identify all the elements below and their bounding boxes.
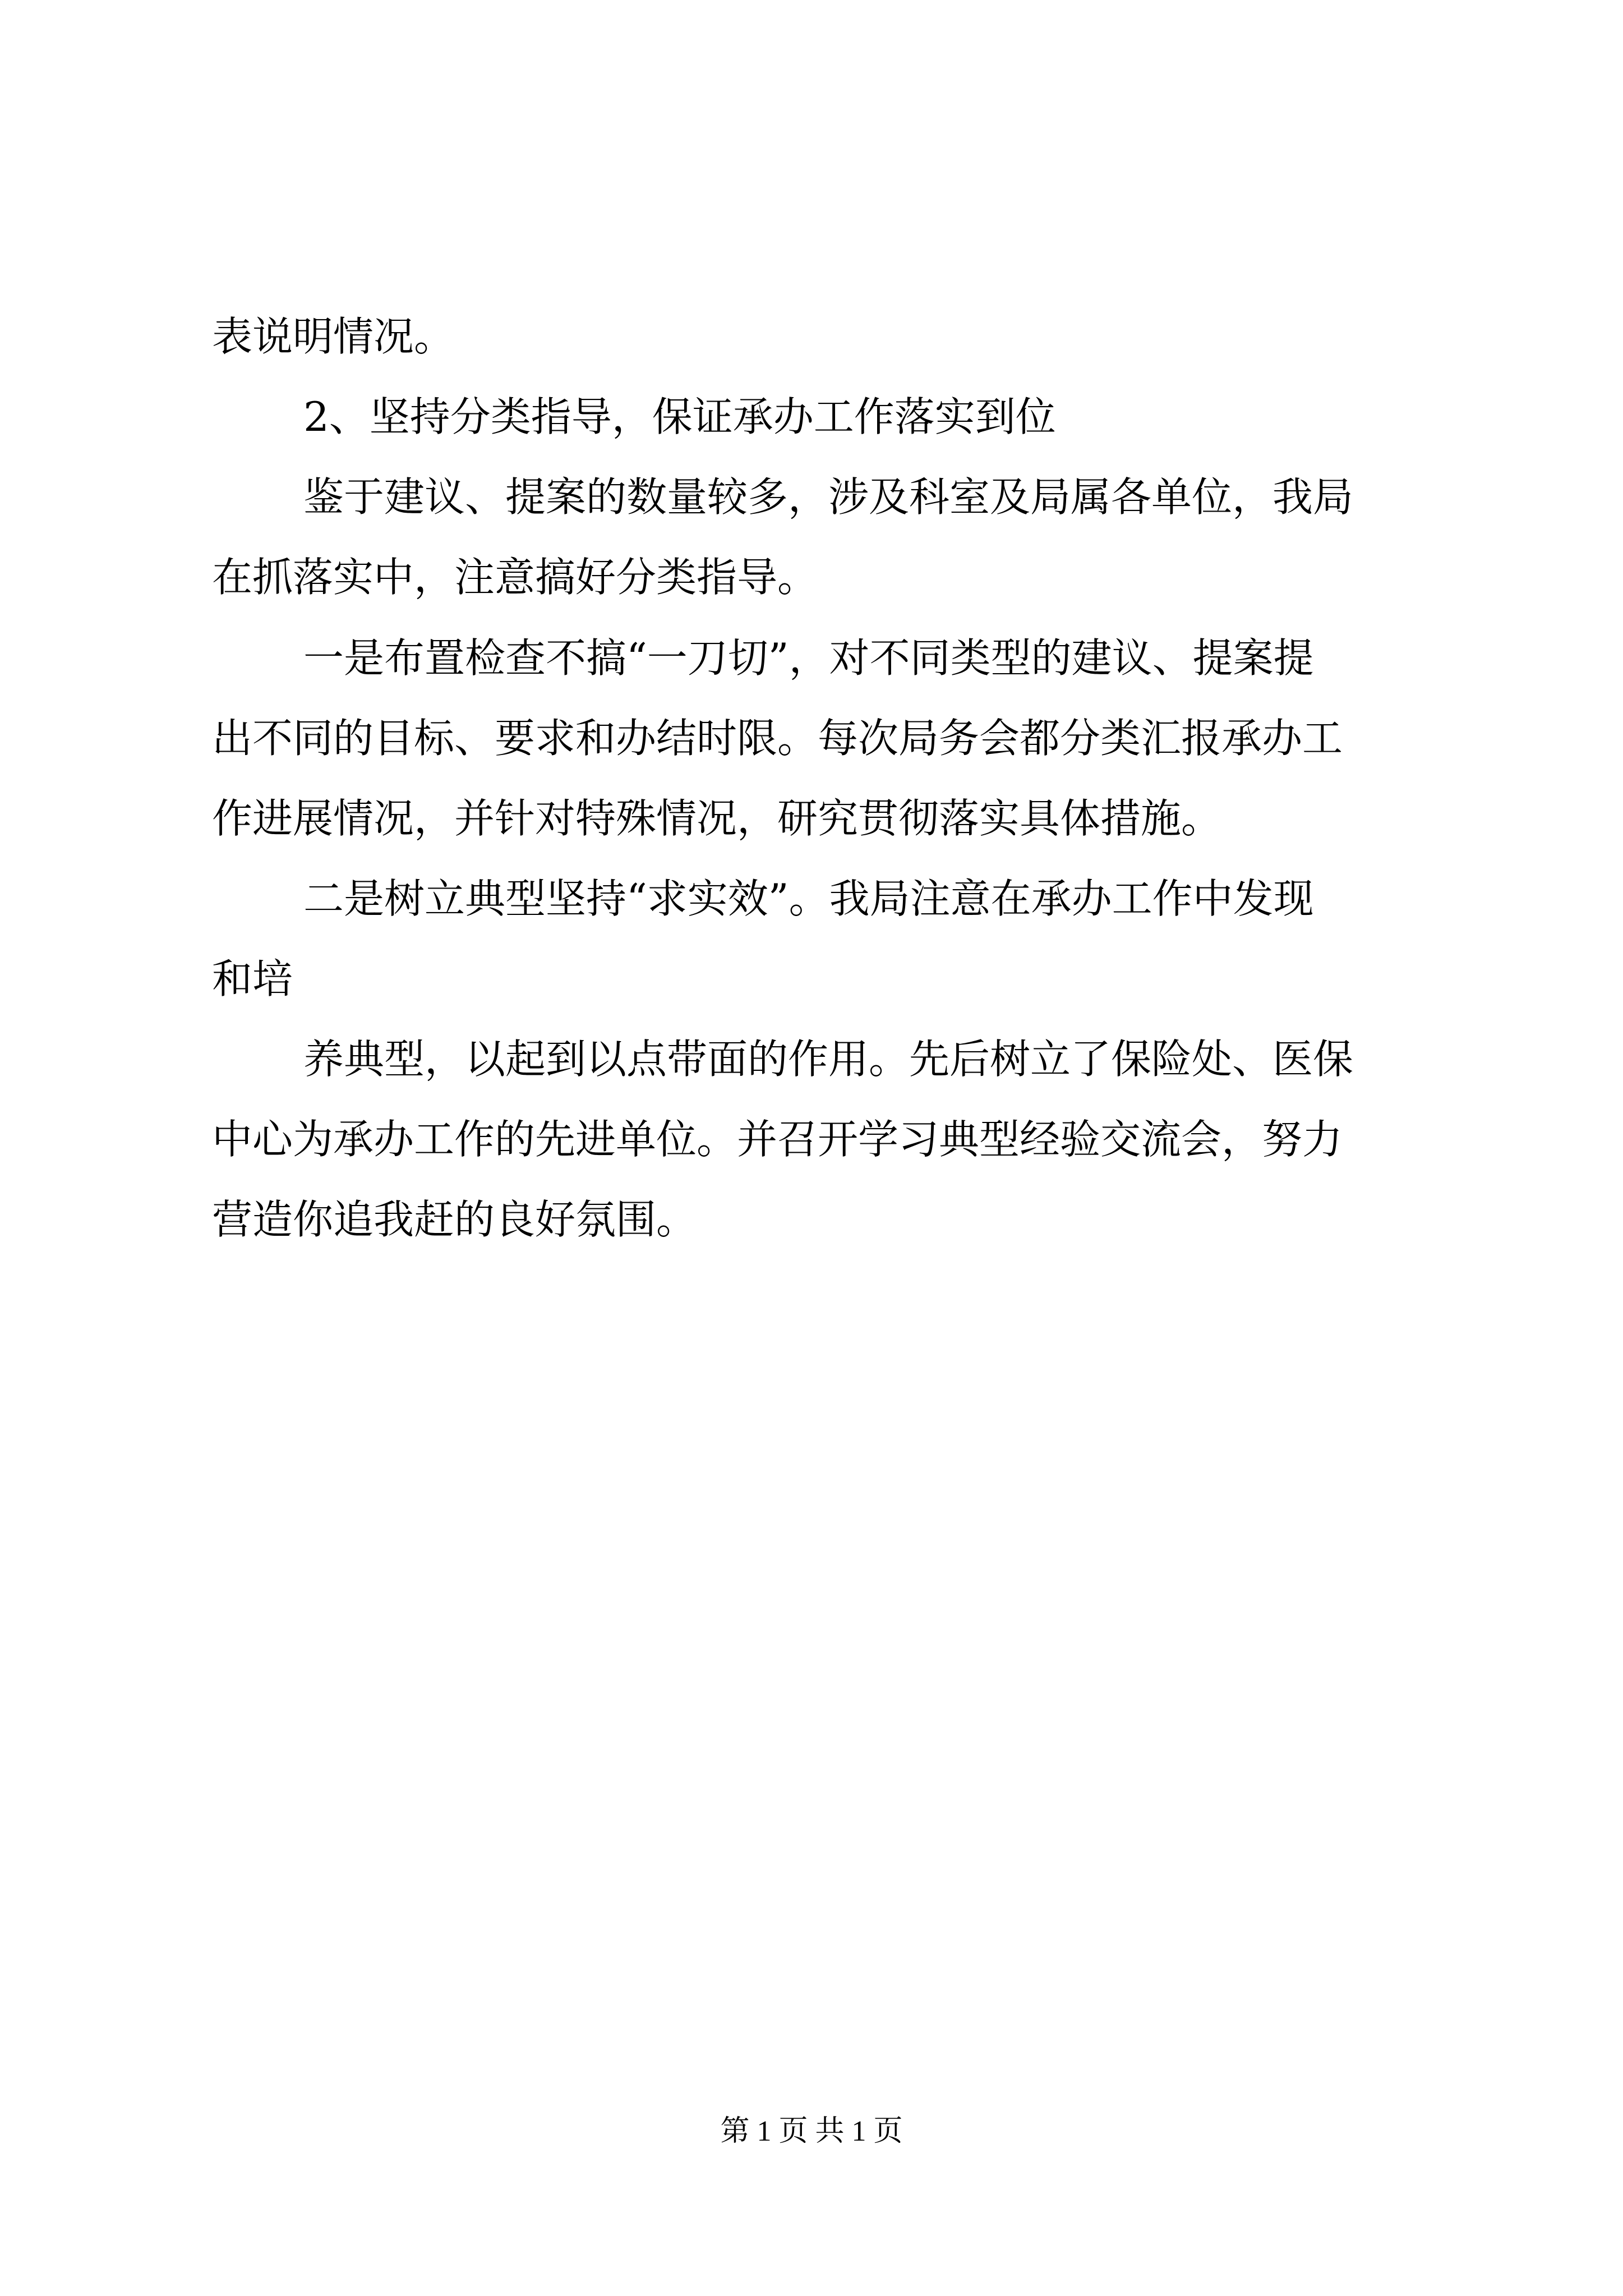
- page-footer: 第 1 页 共 1 页: [720, 2115, 903, 2147]
- text-line-3: 鉴于建议、提案的数量较多，涉及科室及局属各单位，我局: [303, 473, 1354, 521]
- text-line-10: 养典型，以起到以点带面的作用。先后树立了保险处、医保: [303, 1036, 1354, 1083]
- text-line-1: 表说明情况。: [212, 313, 455, 360]
- text-line-11: 中心为承办工作的先进单位。并召开学习典型经验交流会，努力: [212, 1116, 1343, 1163]
- text-line-8: 二是树立典型坚持“求实效”。我局注意在承办工作中发现: [303, 875, 1314, 922]
- text-line-7: 作进展情况，并针对特殊情况，研究贯彻落实具体措施。: [212, 795, 1222, 842]
- text-line-6: 出不同的目标、要求和办结时限。每次局务会都分类汇报承办工: [212, 715, 1343, 762]
- text-line-12: 营造你追我赶的良好氛围。: [212, 1196, 697, 1243]
- text-line-2: 2、坚持分类指导，保证承办工作落实到位: [303, 393, 1056, 440]
- text-line-9: 和培: [212, 955, 293, 1002]
- text-line-5: 一是布置检查不搞“一刀切”，对不同类型的建议、提案提: [303, 634, 1314, 682]
- text-line-4: 在抓落实中，注意搞好分类指导。: [212, 554, 818, 601]
